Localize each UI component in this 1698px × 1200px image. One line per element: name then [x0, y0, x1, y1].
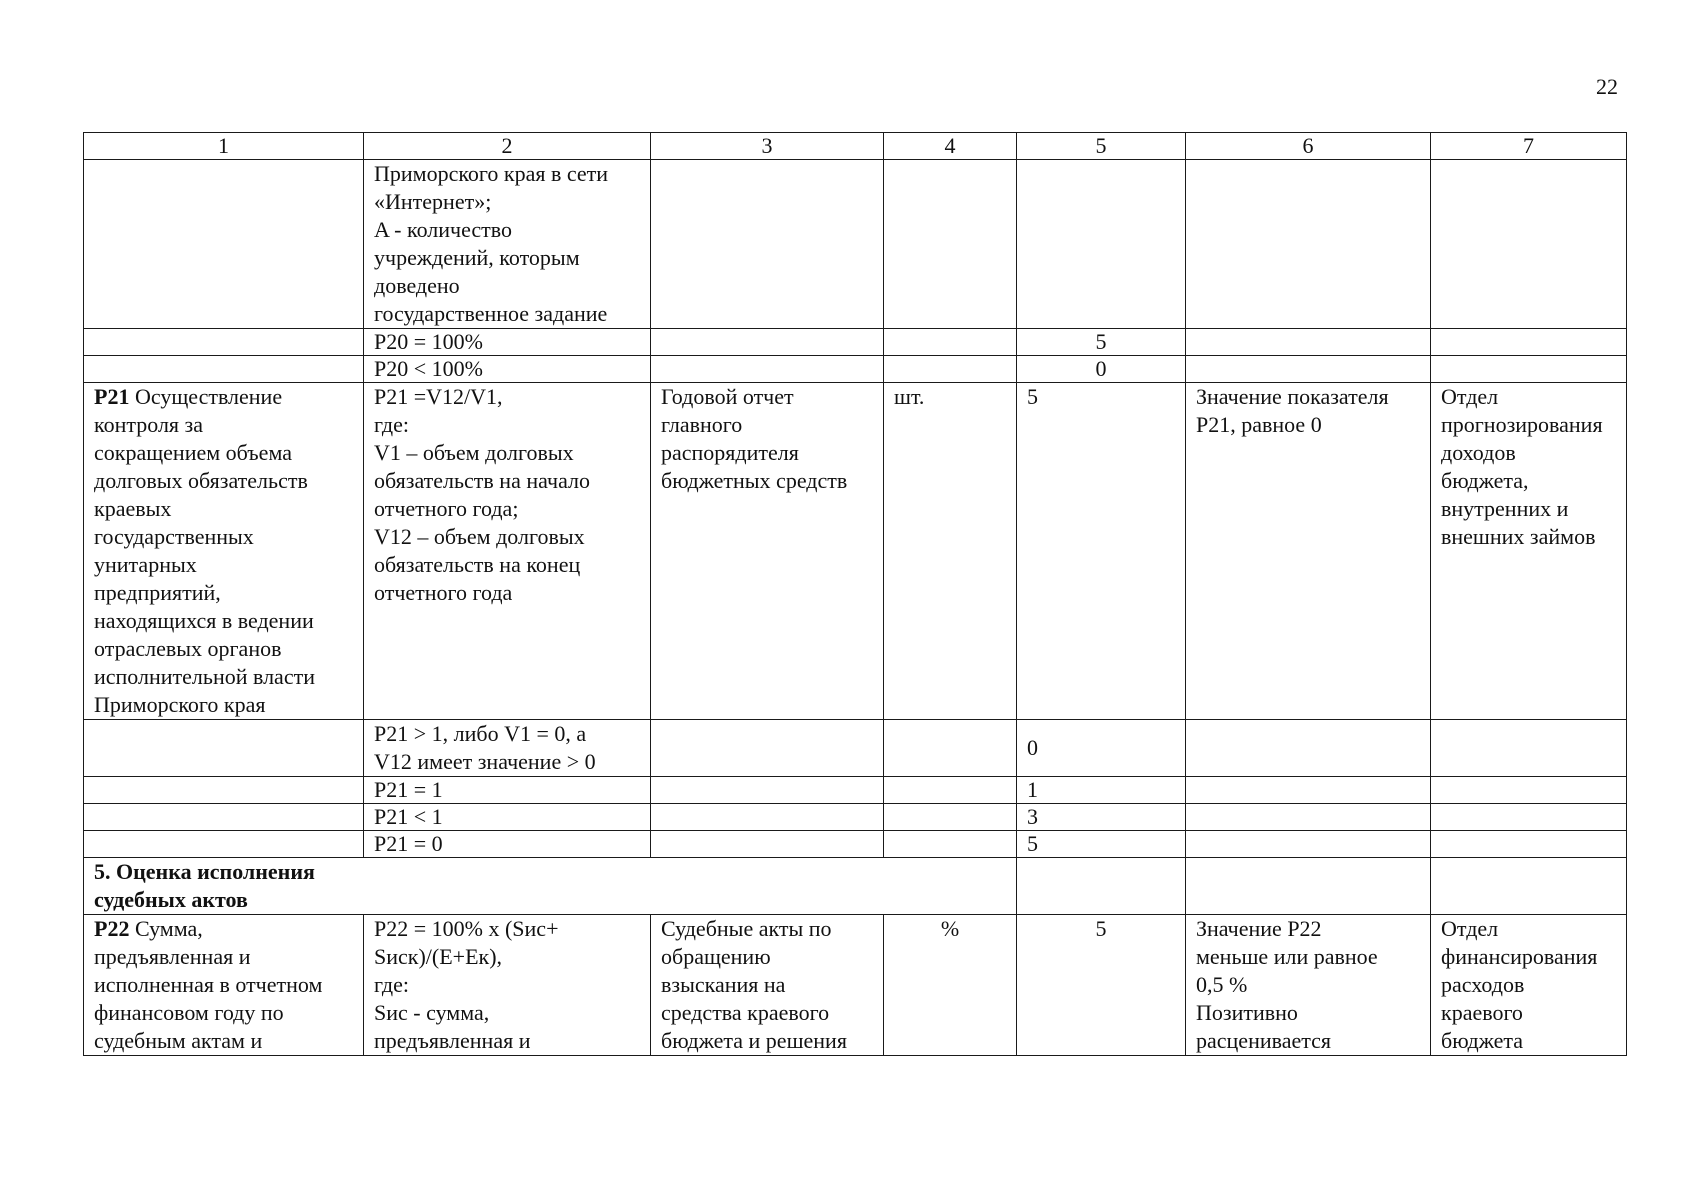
max-score-cell: 5: [1017, 383, 1186, 720]
table-row: [84, 356, 1627, 383]
table-cell: [1186, 329, 1431, 356]
condition-cell: P21 < 1: [364, 804, 651, 831]
source-cell: Судебные акты по обращению взыскания на средства краевого бюджета и решения: [651, 915, 884, 1056]
table-row: [84, 831, 1627, 858]
column-header: 2: [364, 133, 651, 160]
department-cell: Отдел прогнозирования доходов бюджета, внутренних и внешних займов: [1431, 383, 1627, 720]
unit-cell: %: [884, 915, 1017, 1056]
indicator-cell: [84, 915, 364, 1056]
table-cell: [1186, 858, 1431, 915]
table-cell: [84, 804, 364, 831]
table-cell: [1186, 831, 1431, 858]
table-cell: [1186, 804, 1431, 831]
score-cell: 0: [1017, 356, 1186, 383]
max-score-cell: 5: [1017, 915, 1186, 1056]
condition-cell: P20 < 100%: [364, 356, 651, 383]
indicator-cell: [84, 383, 364, 720]
table-cell: [1431, 831, 1627, 858]
score-cell: 0: [1017, 720, 1186, 777]
unit-cell: шт.: [884, 383, 1017, 720]
table-cell: [884, 720, 1017, 777]
table-cell: [884, 777, 1017, 804]
column-header: 3: [651, 133, 884, 160]
table-cell: [1431, 777, 1627, 804]
section-row: [84, 858, 1627, 915]
table-cell: [1431, 858, 1627, 915]
table-cell: [84, 329, 364, 356]
column-header: 6: [1186, 133, 1431, 160]
table-cell: [1186, 777, 1431, 804]
score-cell: 1: [1017, 777, 1186, 804]
column-header: 7: [1431, 133, 1627, 160]
table-cell: [1431, 356, 1627, 383]
indicator-description: Сумма, предъявленная и исполненная в отчетном финансовом году по судебным актам и: [94, 916, 323, 1053]
column-header: 4: [884, 133, 1017, 160]
table-cell: [1017, 160, 1186, 329]
score-cell: 3: [1017, 804, 1186, 831]
table-cell: [884, 329, 1017, 356]
table-cell: [884, 831, 1017, 858]
table-cell: [1431, 160, 1627, 329]
formula-cell: P21 =V12/V1, где: V1 – объем долговых обязательств на начало отчетного года; V12 – объем долговых обязательств на конец отчетного года: [364, 383, 651, 720]
table-cell: [651, 329, 884, 356]
table-cell: [1431, 804, 1627, 831]
score-cell: 5: [1017, 831, 1186, 858]
table-cell: [1186, 356, 1431, 383]
score-cell: 5: [1017, 329, 1186, 356]
condition-cell: P21 = 0: [364, 831, 651, 858]
table-cell: [1186, 160, 1431, 329]
table-cell: [1186, 720, 1431, 777]
indicator-description: Осуществление контроля за сокращением объема долговых обязательств краевых государственных унитарных предприятий, находящихся в ведении отраслевых органов исполнительной власти Приморского края: [94, 384, 315, 717]
page-number: 22: [1596, 74, 1618, 99]
table-cell: [1431, 329, 1627, 356]
table-row: [84, 383, 1627, 720]
condition-cell: P21 = 1: [364, 777, 651, 804]
table-row: [84, 915, 1627, 1056]
table-cell: [84, 720, 364, 777]
target-value-cell: Значение показателя P21, равное 0: [1186, 383, 1431, 720]
target-value-cell: Значение P22 меньше или равное 0,5 % Позитивно расценивается: [1186, 915, 1431, 1056]
table-cell: [884, 356, 1017, 383]
formula-cell: P22 = 100% x (Sис+ Sиск)/(E+Eк), где: Sис - сумма, предъявленная и: [364, 915, 651, 1056]
table-cell: [1431, 720, 1627, 777]
column-header: 1: [84, 133, 364, 160]
table-cell: [1017, 858, 1186, 915]
table-cell: [84, 777, 364, 804]
table-cell: [84, 831, 364, 858]
indicator-code: P21: [94, 384, 130, 409]
table-row: [84, 804, 1627, 831]
table-header-row: [84, 133, 1627, 160]
table-row: [84, 329, 1627, 356]
table-cell: [884, 160, 1017, 329]
table-row: [84, 160, 1627, 329]
section-title: 5. Оценка исполнения судебных актов: [84, 858, 1017, 915]
condition-cell: P21 > 1, либо V1 = 0, а V12 имеет значение > 0: [364, 720, 651, 777]
table-cell: [651, 160, 884, 329]
source-cell: Годовой отчет главного распорядителя бюджетных средств: [651, 383, 884, 720]
condition-cell: P20 = 100%: [364, 329, 651, 356]
table-cell: [651, 777, 884, 804]
table-cell: [651, 356, 884, 383]
formula-cell: Приморского края в сети «Интернет»; A - количество учреждений, которым доведено государственное задание: [364, 160, 651, 329]
department-cell: Отдел финансирования расходов краевого бюджета: [1431, 915, 1627, 1056]
table-row: [84, 777, 1627, 804]
indicator-code: P22: [94, 916, 130, 941]
table-cell: [84, 160, 364, 329]
table-row: [84, 720, 1627, 777]
table-cell: [651, 831, 884, 858]
column-header: 5: [1017, 133, 1186, 160]
criteria-table: [83, 132, 1627, 1056]
table-cell: [84, 356, 364, 383]
table-cell: [651, 720, 884, 777]
table-cell: [651, 804, 884, 831]
table-cell: [884, 804, 1017, 831]
